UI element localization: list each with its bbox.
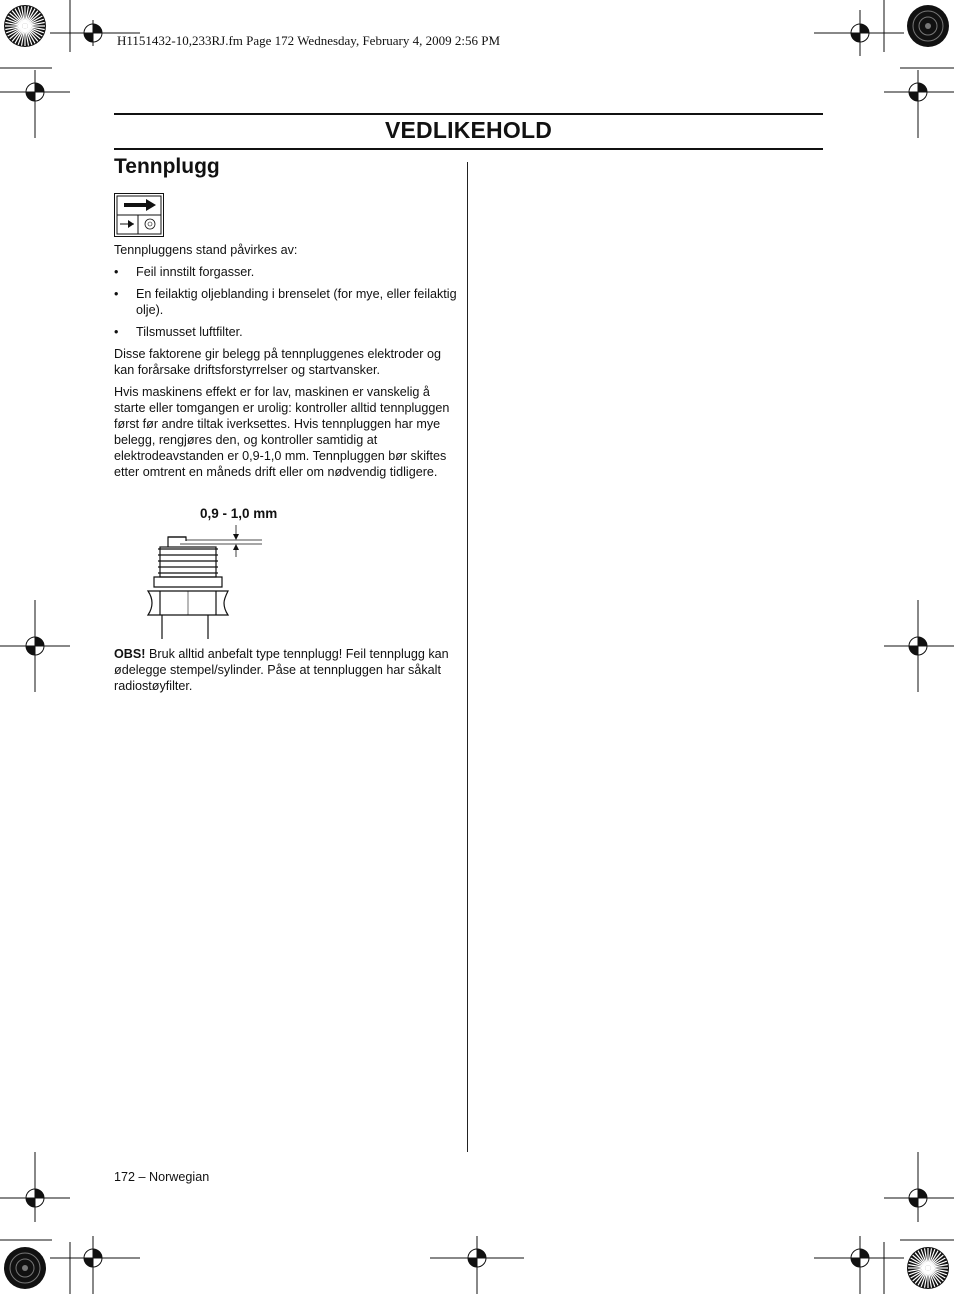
list-item-text: En feilaktig oljeblanding i brenselet (for mye, eller feilaktig olje).	[136, 287, 457, 317]
obs-text: Bruk alltid anbefalt type tennplugg! Feil tennplugg kan ødelegge stempel/sylinder. Påse at tennpluggen har såkalt radiostøyfilter.	[114, 647, 449, 693]
page-subheading: Tennplugg	[114, 155, 220, 178]
list-item: • Feil innstilt forgasser.	[114, 264, 459, 280]
column-divider	[467, 162, 468, 1152]
obs-label: OBS!	[114, 647, 146, 661]
electrode-gap-label: 0,9 - 1,0 mm	[200, 506, 278, 521]
section-title: VEDLIKEHOLD	[384, 117, 553, 143]
list-item-text: Tilsmusset luftfilter.	[136, 325, 243, 339]
maintenance-arrow-icon	[114, 193, 164, 237]
list-item: • Tilsmusset luftfilter.	[114, 324, 459, 340]
intro-text: Tennpluggens stand påvirkes av:	[114, 243, 298, 257]
spark-plug-illustration	[140, 525, 300, 645]
paragraph-inspection: Hvis maskinens effekt er for lav, maskinen er vanskelig å starte eller tomgangen er urolig: kontroller alltid tennpluggen først før andre tiltak iverksettes. Hvis tennpluggen har mye belegg, rengjøres den, og kontroller samtidig at elektrodeavstanden er 0,9-1,0 mm. Tennpluggen bør skiftes etter omtrent en måneds drift eller om nødvendig tidligere.	[114, 385, 450, 479]
obs-note	[114, 646, 459, 694]
title-rule-top	[114, 113, 823, 115]
page-footer: 172 – Norwegian	[114, 1170, 210, 1184]
paragraph-deposits: Disse faktorene gir belegg på tennpluggenes elektroder og kan forårsake driftsforstyrrelser og startvansker.	[114, 347, 441, 377]
title-rule-bottom	[114, 148, 823, 150]
list-item: • En feilaktig oljeblanding i brenselet (for mye, eller feilaktig olje).	[114, 286, 459, 318]
list-item-text: Feil innstilt forgasser.	[136, 265, 255, 279]
print-header: H1151432-10,233RJ.fm Page 172 Wednesday, February 4, 2009 2:56 PM	[117, 33, 501, 48]
